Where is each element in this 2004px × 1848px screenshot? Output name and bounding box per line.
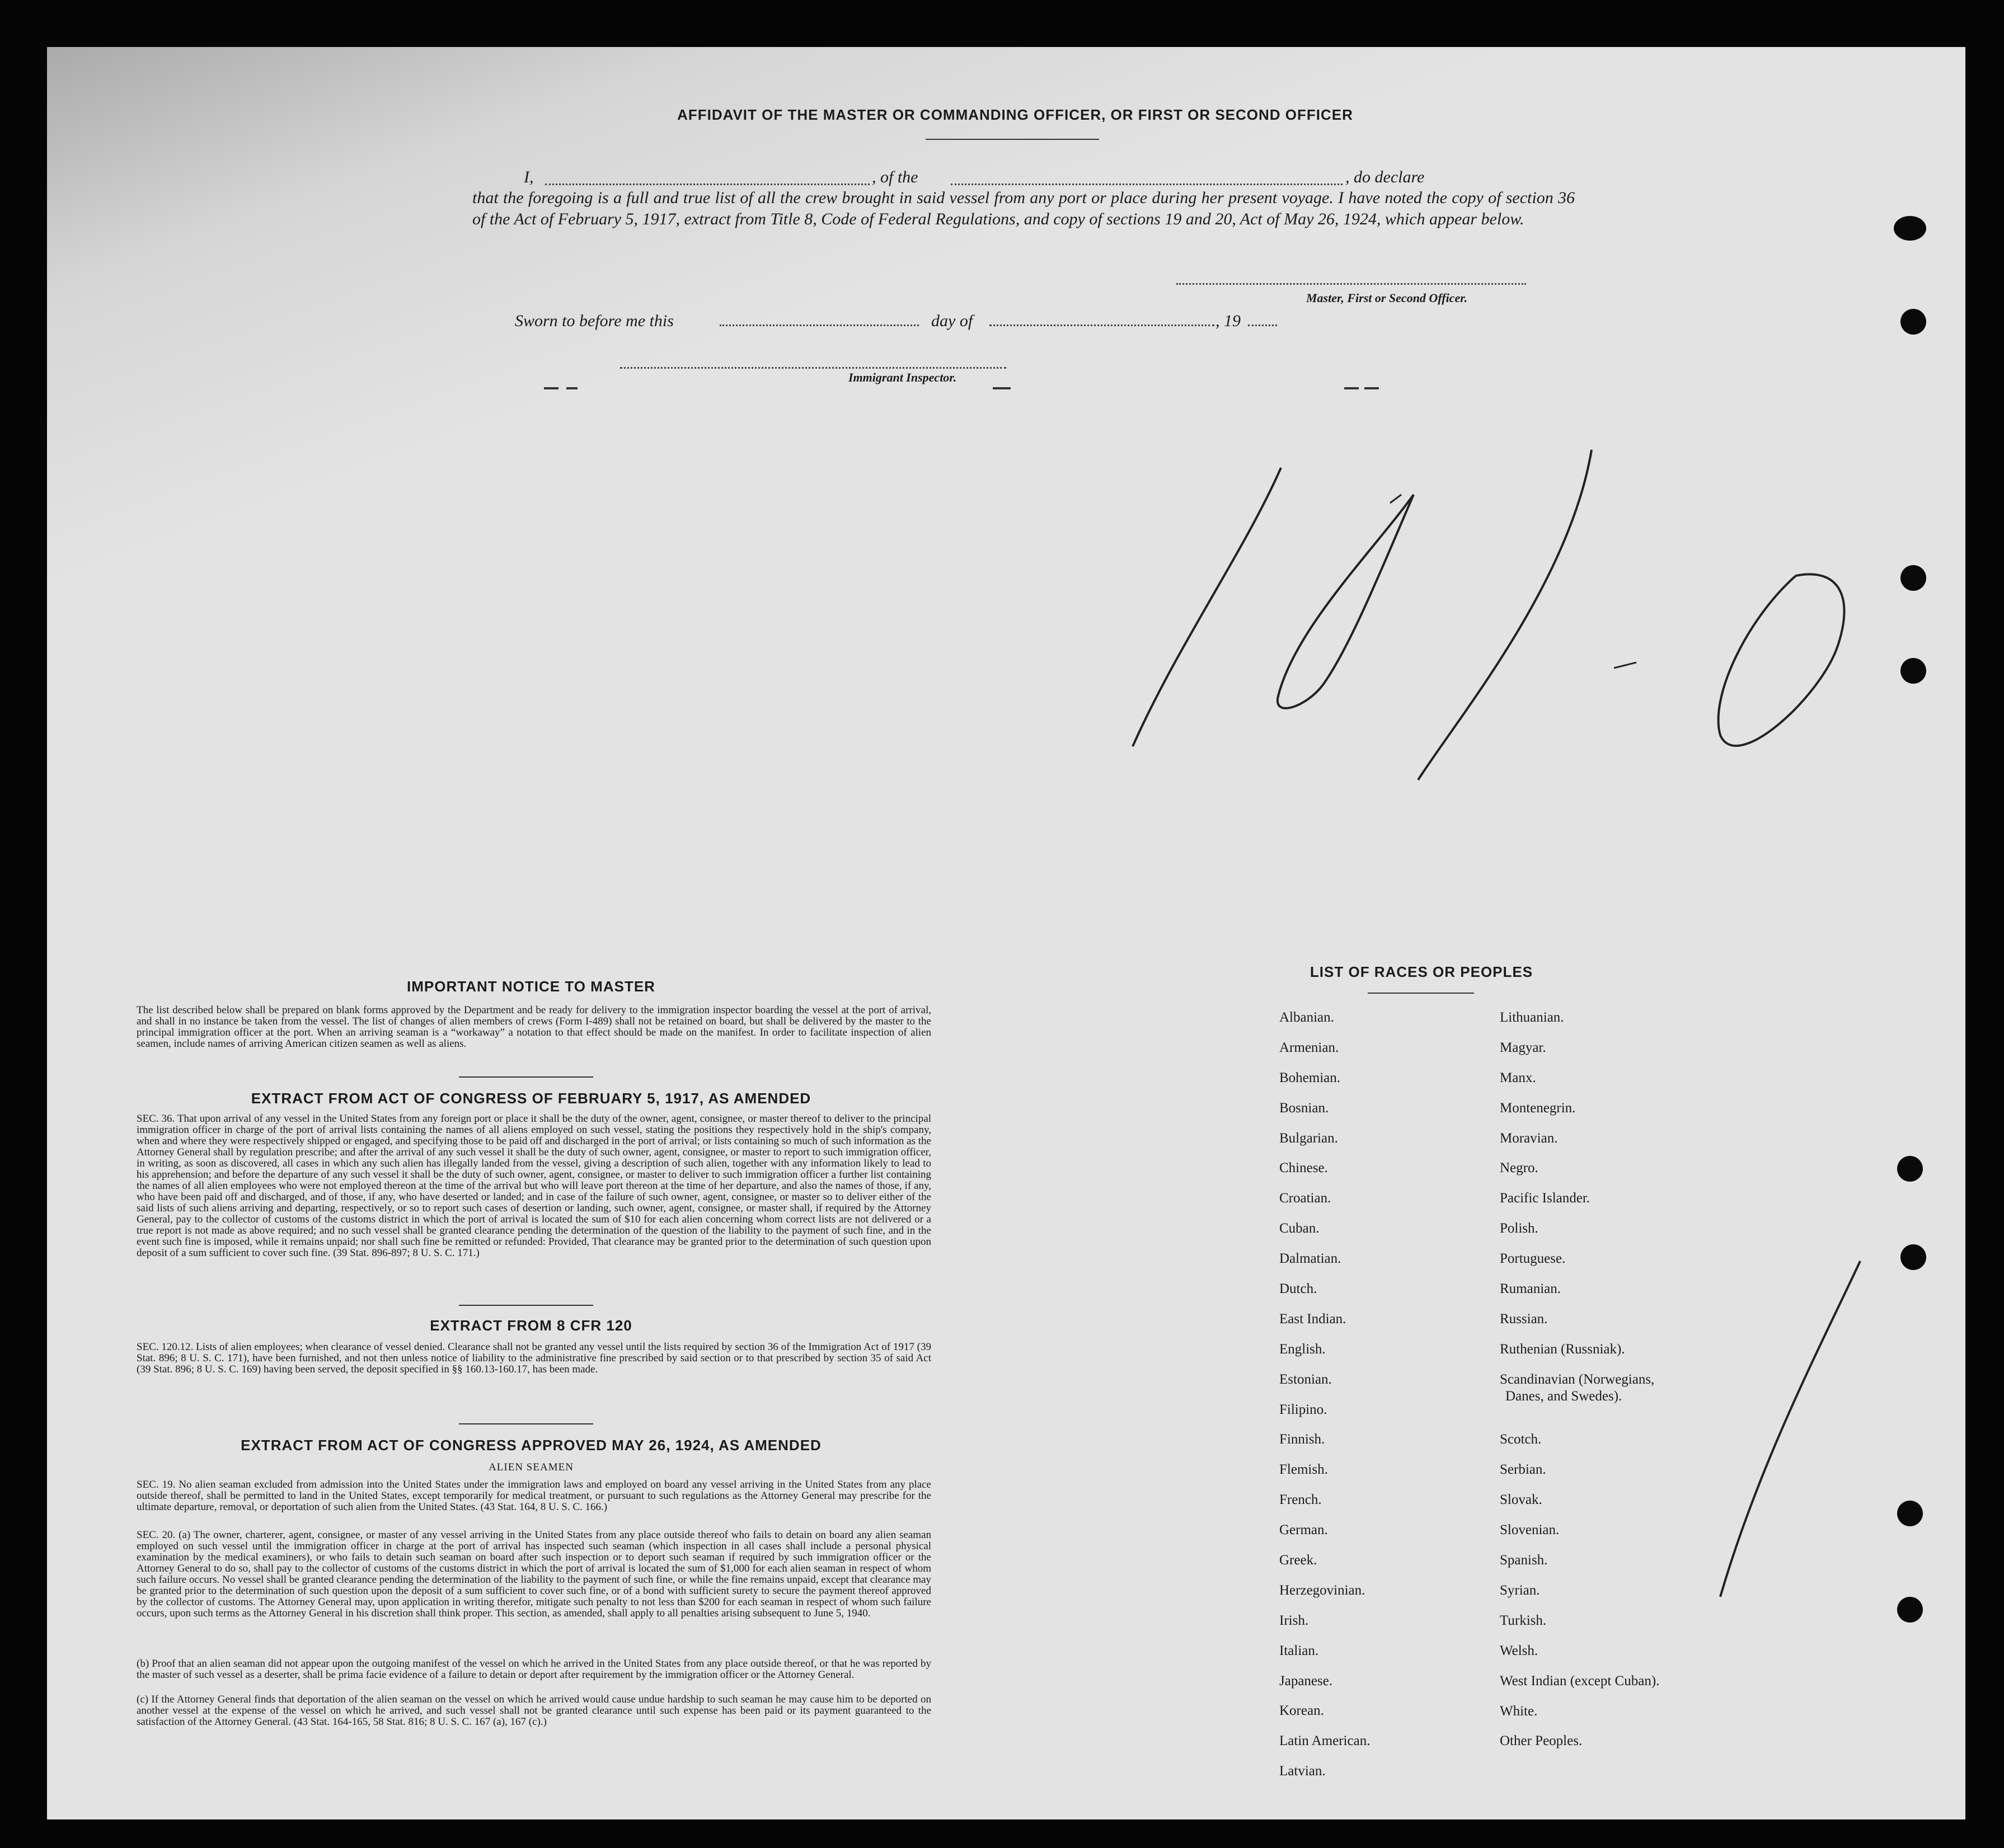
sworn-year-label: , 19 <box>1215 312 1241 330</box>
vessel-name-field[interactable] <box>951 171 1343 185</box>
dash-mark <box>544 387 559 389</box>
race-item: Finnish. <box>1279 1432 1325 1447</box>
race-item: Greek. <box>1279 1553 1317 1568</box>
declare-suffix: , do declare <box>1345 168 1425 186</box>
notice-text: The list described below shall be prepared on blank forms approved by the Department and be ready for delivery to the immigration inspector boarding the vessel at the port of arrival, and shall in no instance be taken from the vessel. The list of changes of alien members of crews (Form I-489) shall not be retained on board, but shall be delivered by the master to the principal immigration officer at the port. When an arriving seaman is a “workaway” a notation to that effect should be made on the manifest. In order to facilitate inspection of alien seamen, include names of arriving American citizen seamen as well as aliens. <box>137 1004 931 1050</box>
race-item: Italian. <box>1279 1643 1319 1658</box>
race-item: West Indian (except Cuban). <box>1500 1673 1660 1689</box>
affidavit-body: that the foregoing is a full and true list of all the crew brought in said vessel from any port or place during her present voyage. I have noted the copy of section 36 of the Act of February 5, 1917, extract from Title 8, Code of Federal Regulations, and copy of sections 19 and 20, Act of May 26, 1924, which appear below. <box>472 189 1575 228</box>
race-item: Rumanian. <box>1500 1281 1561 1297</box>
race-item: Filipino. <box>1279 1402 1327 1417</box>
extract-1917-title: EXTRACT FROM ACT OF CONGRESS OF FEBRUARY 5, 1917, AS AMENDED <box>251 1090 811 1107</box>
declarant-name-field[interactable] <box>545 171 870 185</box>
race-item: Bohemian. <box>1279 1070 1341 1085</box>
extract-1924-sec20a: SEC. 20. (a) The owner, charterer, agent, consignee, or master of any vessel arriving in the United States from any place outside thereof who fails to detain on board any alien seaman employed on such vessel until the immigration officer in charge at the port of arrival has inspected such seaman (which inspection in all cases shall include a personal physical examination by the medical examiners), or who fails to detain such seaman on board after such inspection or to deport such seaman if required by such immigration officer or the Attorney General to do so, shall pay to the collector of customs of the customs district in which the port of arrival is located the sum of $1,000 for each alien seaman in respect of whom such failure occurs. No vessel shall be granted clearance pending the determination of the liability to the payment of such fine, or while the fine remains unpaid, except that clearance may be granted prior to the determination of such question upon the deposit of a sum sufficient to cover such fine, or of a bond with sufficient surety to secure the payment thereof approved by the collector of customs. The Attorney General may, upon application in writing therefor, mitigate such penalty to not less than $200 for each seaman in respect of whom such failure occurs, upon such terms as the Attorney General in his discretion shall think proper. This section, as amended, shall apply to all penalties arising subsequent to June 5, 1940. <box>137 1529 931 1619</box>
signature-line[interactable] <box>1176 282 1526 285</box>
sworn-label: Sworn to before me this <box>515 312 674 330</box>
race-item: Syrian. <box>1500 1582 1540 1598</box>
race-item: Chinese. <box>1279 1160 1328 1176</box>
declarant-prefix: I, <box>524 168 534 186</box>
affidavit-title: AFFIDAVIT OF THE MASTER OR COMMANDING OFFICER, OR FIRST OR SECOND OFFICER <box>677 106 1353 123</box>
race-item: White. <box>1500 1703 1538 1719</box>
race-item: Polish. <box>1500 1221 1538 1236</box>
races-title: LIST OF RACES OR PEOPLES <box>1310 963 1533 980</box>
race-item: Estonian. <box>1279 1371 1332 1387</box>
inspector-signature-line[interactable] <box>620 366 1006 369</box>
race-item: Bosnian. <box>1279 1100 1329 1116</box>
race-item: Negro. <box>1500 1160 1538 1176</box>
race-item: Serbian. <box>1500 1462 1546 1478</box>
race-item: Montenegrin. <box>1500 1100 1576 1116</box>
punch-hole <box>1900 658 1926 684</box>
dash-mark <box>993 387 1011 389</box>
race-item: German. <box>1279 1522 1328 1538</box>
notice-title: IMPORTANT NOTICE TO MASTER <box>407 978 655 995</box>
sworn-month-field[interactable] <box>989 320 1214 326</box>
race-item: Bulgarian. <box>1279 1130 1338 1146</box>
race-item: French. <box>1279 1492 1322 1508</box>
race-item: Welsh. <box>1500 1643 1538 1658</box>
race-item: Slovenian. <box>1500 1522 1560 1538</box>
sworn-date-field[interactable] <box>720 320 919 326</box>
race-item: Croatian. <box>1279 1191 1331 1206</box>
inspector-caption: Immigrant Inspector. <box>848 370 957 384</box>
races-column-1 <box>1279 1009 1458 1793</box>
race-item: Scotch. <box>1500 1432 1542 1447</box>
extract-1924-sec19: SEC. 19. No alien seaman excluded from admission into the United States under the immigration laws and employed on board any vessel arriving in the United States from any place outside thereof, shall be permitted to land in the United States, except temporarily for medical treatment, or pursuant to such regulations as the Attorney General may prescribe for the ultimate departure, removal, or deportation of such alien from the United States. (43 Stat. 164, 8 U. S. C. 166.) <box>137 1479 931 1513</box>
race-item: Latin American. <box>1279 1733 1371 1749</box>
race-item: Lithuanian. <box>1500 1010 1564 1025</box>
extract-1924-subtitle: ALIEN SEAMEN <box>489 1461 574 1473</box>
sworn-day-of-label: day of <box>931 312 973 330</box>
extract-cfr-text: SEC. 120.12. Lists of alien employees; when clearance of vessel denied. Clearance shall not be granted any vessel until the lists required by section 36 of the Immigration Act of 1917 (39 Stat. 896; 8 U. S. C. 171), have been furnished, and not then unless notice of liability to the administrative fine prescribed by said section or to that prescribed by section 35 of said Act (39 Stat. 896; 8 U. S. C. 169) having been served, the deposit specified in §§ 160.13-160.17, has been made. <box>137 1341 931 1375</box>
extract-1924-sec20b: (b) Proof that an alien seaman did not appear upon the outgoing manifest of the vessel on which he arrived in the United States from any place outside thereof, or that he was reported by the master of such vessel as a deserter, shall be prima facie evidence of a failure to detain or deport after requirement by the immigration officer or the Attorney General. <box>137 1658 931 1681</box>
declarant-vessel-label: , of the <box>872 168 918 186</box>
punch-hole <box>1894 216 1926 241</box>
race-item: Spanish. <box>1500 1553 1548 1568</box>
race-item: Albanian. <box>1279 1010 1334 1025</box>
race-item: Irish. <box>1279 1612 1309 1628</box>
race-item: Slovak. <box>1500 1492 1542 1508</box>
extract-cfr-title: EXTRACT FROM 8 CFR 120 <box>430 1317 632 1334</box>
race-item: Turkish. <box>1500 1612 1547 1628</box>
race-item: Flemish. <box>1279 1462 1328 1478</box>
race-item: Latvian. <box>1279 1764 1326 1779</box>
punch-hole <box>1897 1501 1923 1526</box>
race-item: Cuban. <box>1279 1221 1320 1236</box>
manifest-page <box>47 47 1965 1819</box>
punch-hole <box>1900 1244 1926 1270</box>
section-divider <box>459 1423 593 1424</box>
race-item: Portuguese. <box>1500 1251 1566 1267</box>
race-item: Japanese. <box>1279 1673 1333 1689</box>
handwritten-date-mark <box>1110 383 1894 830</box>
race-item: Dalmatian. <box>1279 1251 1341 1267</box>
race-item: Russian. <box>1500 1311 1548 1327</box>
race-item: Korean. <box>1279 1703 1324 1719</box>
punch-hole <box>1897 1597 1923 1623</box>
race-item: Pacific Islander. <box>1500 1191 1590 1206</box>
dash-mark <box>566 387 578 389</box>
sworn-year-field[interactable] <box>1248 320 1277 326</box>
race-item: Manx. <box>1500 1070 1536 1085</box>
punch-hole <box>1900 309 1926 335</box>
race-item: Danes, and Swedes). <box>1505 1388 1622 1404</box>
race-item: East Indian. <box>1279 1311 1346 1327</box>
race-item: Ruthenian (Russniak). <box>1500 1341 1625 1357</box>
race-item: Armenian. <box>1279 1040 1339 1055</box>
section-divider <box>459 1305 593 1306</box>
signature-caption: Master, First or Second Officer. <box>1306 291 1468 305</box>
race-item: Scandinavian (Norwegians, <box>1500 1371 1655 1387</box>
extract-1924-sec20c: (c) If the Attorney General finds that deportation of the alien seaman on the vessel on which he arrived would cause undue hardship to such seaman he may cause him to be deported on another vessel at the expense of the vessel on which he arrived, and such vessel shall not be granted clearance until such expense has been paid or its payment guaranteed to the satisfaction of the Attorney General. (43 Stat. 164-165, 58 Stat. 816; 8 U. S. C. 167 (a), 167 (c).) <box>137 1694 931 1728</box>
races-column-2 <box>1500 1009 1813 1763</box>
punch-hole <box>1897 1156 1923 1182</box>
race-item: Moravian. <box>1500 1130 1558 1146</box>
section-divider <box>459 1076 593 1078</box>
race-item: Other Peoples. <box>1500 1733 1583 1749</box>
extract-1924-title: EXTRACT FROM ACT OF CONGRESS APPROVED MAY 26, 1924, AS AMENDED <box>241 1437 822 1454</box>
punch-hole <box>1900 565 1926 591</box>
race-item: English. <box>1279 1341 1326 1357</box>
title-underline <box>926 139 1099 140</box>
extract-1917-text: SEC. 36. That upon arrival of any vessel in the United States from any foreign port or place it shall be the duty of the owner, agent, consignee, or master thereof to deliver to the principal immigration officer in charge of the port of arrival lists containing the names of all aliens employed on such vessel, stating the positions they respectively hold in the ship's company, when and where they were respectively shipped or engaged, and specifying those to be paid off and discharged in the port of arrival; or lists containing so much of such information as the Attorney General shall by regulation prescribe; and after the arrival of any such vessel it shall be the duty of such owner, agent, consignee, or master to report to such immigration officer, in writing, as soon as discovered, all cases in which any such alien has illegally landed from the vessel, giving a description of such alien, together with any information likely to lead to his apprehension; and before the departure of any such vessel it shall be the duty of such owner, agent, consignee, or master to deliver to such immigration officer a further list containing the names of all alien employees who were not employed thereon at the time of the arrival but who will leave port thereon at the time of her departure, and also the names of those, if any, who have been paid off and discharged, and of those, if any, who have deserted or landed; and in case of the failure of such owner, agent, consignee, or master so to deliver either of the said lists of such aliens arriving and departing, respectively, or so to report such cases of desertion or landing, such owner, agent, consignee, or master shall, if required by the Attorney General, pay to the collector of customs of the customs district in which the port of arrival is located the sum of $10 for each alien concerning whom correct lists are not delivered or a true report is not made as above required; and no such vessel shall be granted clearance pending the determination of the question of the liability to the payment of such fine, and in the event such fine is imposed, while it remains unpaid; nor shall such fine be remitted or refunded: Provided, That clearance may be granted prior to the determination of such question upon deposit of a sum sufficient to cover such fine. (39 Stat. 896-897; 8 U. S. C. 171.) <box>137 1113 931 1259</box>
races-underline <box>1368 993 1474 994</box>
race-item: Dutch. <box>1279 1281 1317 1297</box>
race-item: Magyar. <box>1500 1040 1546 1055</box>
race-item: Herzegovinian. <box>1279 1582 1365 1598</box>
